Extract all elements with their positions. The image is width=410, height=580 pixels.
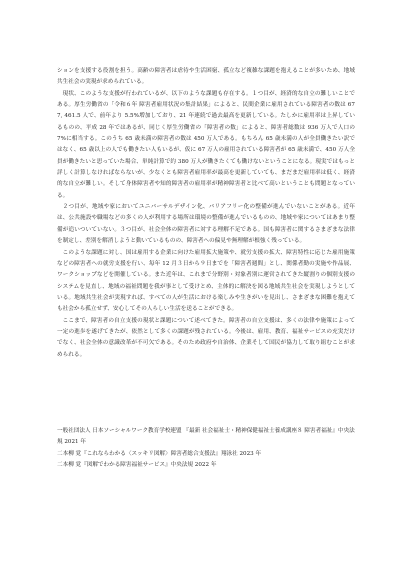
reference-item: 二本柳 覚『これならわかる〈スッキリ図解〉障害者総合支援法』翔泳社 2023 年	[57, 450, 262, 457]
reference-item: 一般社団法人 日本ソーシャルワーク教育学校連盟 『最新 社会福祉士・精神保健福祉士養成講座８ 障害者福祉』中央法規 2021 年	[57, 428, 355, 446]
essay-body	[57, 66, 355, 361]
reference-item: 二本柳 覚『図解でわかる障害福祉サービス』中央法規 2022 年	[57, 462, 217, 469]
paragraph: ２つ目が、地域や家においてユニバーサルデザイン化、バリアフリー化の整備が進んでいないことがある。近年は、公共施設や職場などの多くの人が利用する場所は環境の整備が進んでいるものの、地域や家についてはあまり整備が追いついていない。３つ目が、社会全体の障害者に対する理解不足である。国も障害者に関するさまざまな法律を制定し、差別を解消しようと動いているものの、障害者への偏見や無理解が根強く残っている。	[57, 204, 355, 245]
reference-list	[57, 426, 355, 471]
paragraph: 現状、このような支援が行われているが、以下のような課題も存在する。１つ目が、経済的な自立の難しいことである。厚生労働省の「令和６年 障害者雇用状況の集計結果」によると、民間企業に雇用されている障害者の数は 677, 461.5 人で、前年より 5.5%増加しており、21 年連続で過去最高を更新している。たしかに雇用率は上昇しているものの、平成 28 年ではあるが、同じく厚生労働省の「障害者の数」によると、障害者総数は 936 万人で人口の 7%に相当する。このうち 65 歳未満の障害者の数は 450 万人である。もちろん 65 歳未満の人が全員働きたい訳ではなく、65 歳以上の人でも働きたい人もいるが、仮に 67 万人の雇用されている障害者が 65 歳未満で、450 万人全員が働きたいと思っていた場合、単純計算で約 380 万人が働きたくても働けないということになる。現実ではもっと詳しく計算しなければならないが、少なくとも障害者雇用率が最高を更新していても、まだまだ雇用率は低く、経済的な自立が難しい。そして身体障害者や知的障害者の雇用率が精神障害者と比べて高いということも問題となっている。	[57, 90, 355, 199]
paragraph: このような課題に対し、国は雇用する企業に向けた雇用拡大施策や、就労支援の拡大、障害特性に応じた雇用施策などの障害者への就労支援を行い、毎年 12 月３日から９日までを「障害者週間」とし、関係者勤の実施や作品展、ワークショップなどを開催している。また近年は、これまで分野別・対象者別に運営されてきた縦割りの個別支援のシステムを見直し、地域の福祉問題を我が事として受けとめ、主体的に解決を図る地域共生社会を実現しようとしている。地域共生社会が実現すれば、すべての人が生活における楽しみや生きがいを見出し、さまざまな困難を抱えても社会から孤立せず、安心してその人らしい生活を送ることができる。	[57, 249, 355, 313]
paragraph: ここまで、障害者の自立支援の現状と課題について述べてきた。障害者の自立支援は、多くの法律や施策によって一定の進歩を遂げてきたが、依然として多くの課題が残されている。今後は、雇用、教育、福祉サービスの充実だけでなく、社会全体の意識改革が不可欠である。そのため政府や自治体、企業そして国民が協力して取り組むことが求められる。	[57, 317, 355, 358]
paragraph: ションを支援する役割を担う。高齢の障害者は虐待や生活困窮、孤立など複雑な課題を抱えることが多いため、地域共生社会の実現が求められている。	[57, 68, 355, 86]
